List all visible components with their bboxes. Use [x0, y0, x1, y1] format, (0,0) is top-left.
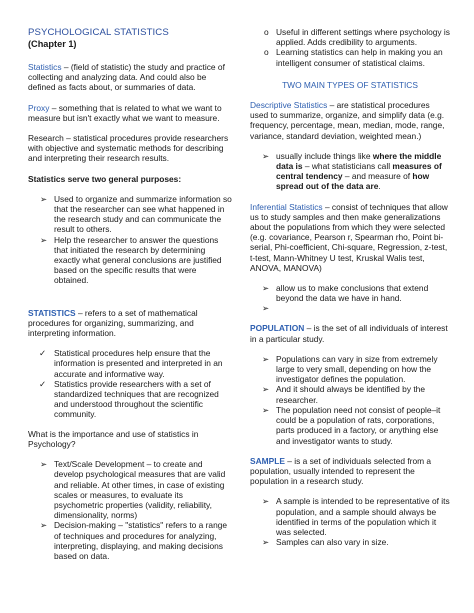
arrow-bullet-icon: ➢ [40, 520, 48, 531]
descriptive-definition: Descriptive Statistics – are statistical procedures used to summarize, organize, and simplify data (e.g. frequency, percentage, mean, median, mode, range, variance, standard deviation, weighted mean.) [250, 100, 445, 141]
list-item: ➢ Help the researcher to answer the questions that initiated the research by determining exactly what general conclusions are justified based on the specific results that were obtained. [40, 234, 222, 286]
importance-question: What is the importance and use of statistics in Psychology? [28, 428, 199, 449]
statistics-def-text: – (field of statistic) the study and practice of collecting and analyzing data. And could also be defined as facts about, or summaries of data. [28, 62, 225, 93]
arrow-bullet-icon: ➢ [40, 234, 48, 245]
inferential-definition: Inferential Statistics – consist of techniques that allow us to study samples and then make generalizations about the populations from which they were selected (e.g. covariance, Pearson r, Spearman rho, Point bi-serial, Phi-coefficient, Chi-square, Regression, z-test, t-test, Mann-Whitney U test, Kruskal Walis test, ANOVA, MANOVA) [250, 201, 448, 273]
list-item [250, 303, 450, 313]
list-item: ➢ Decision-making – "statistics" refers to a range of techniques and procedures for analyzing, interpreting, displaying, and making decisions based on data. [40, 520, 228, 561]
list-item: ➢ allow us to make conclusions that extend beyond the data we have in hand. [262, 283, 429, 304]
statistics-mathematical-definition: STATISTICS – refers to a set of mathematical procedures for organizing, summarizing, and interpreting information. [28, 307, 198, 339]
arrow-bullet-icon: ➢ [262, 404, 270, 415]
sample-list [250, 496, 450, 547]
arrow-bullet-icon: ➢ [262, 283, 270, 294]
uses-list [28, 459, 233, 561]
arrow-bullet-icon: ➢ [262, 384, 270, 395]
list-item: ✓ Statistics provide researchers with a set of standardized techniques that are recognized and understood throughout the scientific community. [39, 378, 219, 420]
document-title: PSYCHOLOGICAL STATISTICS [28, 27, 169, 38]
arrow-bullet-icon: ➢ [262, 537, 270, 548]
list-item: o Useful in different settings where psychology is applied. Adds credibility to arguments. [264, 27, 450, 48]
inferential-list [250, 283, 450, 313]
statistics-term: Statistics [28, 62, 62, 72]
list-item: ➢ Text/Scale Development – to create and develop psychological measures that are valid and reliable. At other times, in case of existing scales or measures, to evaluate its psychometric properties (validity, reliability, dimensionality, norms) [40, 459, 226, 521]
list-item: ➢ Used to organize and summarize information so that the researcher can see what happened in the research study and can communicate the result to others. [40, 193, 232, 235]
list-item: ➢ Samples can also vary in size. [262, 537, 389, 548]
list-item: ✓ Statistical procedures help ensure that the information is presented and interpreted in an accurate and informative way. [39, 348, 223, 379]
population-definition: POPULATION – is the set of all individuals of interest in a particular study. [250, 323, 448, 344]
arrow-bullet-icon: ➢ [262, 150, 270, 161]
proxy-def-text: – something that is related to what we want to measure but isn't exactly what we want to measure. [28, 102, 222, 123]
descriptive-list [250, 151, 450, 192]
arrow-bullet-icon: ➢ [40, 193, 48, 204]
statistics-checklist [28, 348, 233, 419]
document-subtitle: (Chapter 1) [28, 38, 77, 49]
population-term: POPULATION [250, 323, 305, 334]
population-list [250, 354, 450, 446]
arrow-bullet-icon: ➢ [40, 459, 48, 470]
right-column [250, 27, 450, 547]
checkmark-icon: ✓ [39, 378, 47, 389]
list-item: ➢ Populations can vary in size from extremely large to very small, depending on how the investigator defines the population. [262, 353, 438, 385]
arrow-bullet-icon: ➢ [262, 496, 270, 507]
checkmark-icon: ✓ [39, 348, 47, 359]
proxy-term: Proxy [28, 102, 50, 113]
hollow-bullet-icon: o [264, 47, 269, 58]
list-item: ➢ The population need not consist of people–it could be a population of rats, corporations, parts produced in a factory, or anything else and investigator wants to study. [262, 404, 441, 446]
list-item: ➢ A sample is intended to be representative of its population, and a sample should always be identified in terms of the population which it was selected. [262, 496, 450, 537]
purposes-heading: Statistics serve two general purposes: [28, 173, 182, 184]
arrow-bullet-icon: ➢ [262, 303, 270, 314]
list-item: ➢ usually include things like where the middle data is – what statisticians call measures of central tendency – and measure of how spread out of the data are. [262, 150, 442, 192]
statistics-definition [28, 62, 233, 93]
proxy-definition [28, 103, 233, 123]
statistics-caps-term: STATISTICS [28, 307, 76, 318]
left-column [28, 27, 233, 561]
descriptive-term: Descriptive Statistics [250, 100, 328, 111]
sample-definition: SAMPLE – is a set of individuals selected from a population, usually intended to represent the population in a research study. [250, 455, 432, 487]
inferential-term: Inferential Statistics [250, 201, 323, 212]
types-heading: TWO MAIN TYPES OF STATISTICS [282, 79, 418, 90]
list-item: ➢ And it should always be identified by the researcher. [262, 384, 425, 405]
list-item: o Learning statistics can help in making you an intelligent consumer of statistical claims. [264, 47, 443, 68]
sample-term: SAMPLE [250, 455, 285, 466]
research-definition: Research – statistical procedures provide researchers with objective and systematic methods for describing and interpreting their research results. [28, 133, 229, 164]
hollow-bullet-icon: o [264, 27, 269, 37]
importance-continued-list [250, 27, 450, 68]
purposes-list [28, 194, 233, 286]
arrow-bullet-icon: ➢ [262, 353, 270, 364]
